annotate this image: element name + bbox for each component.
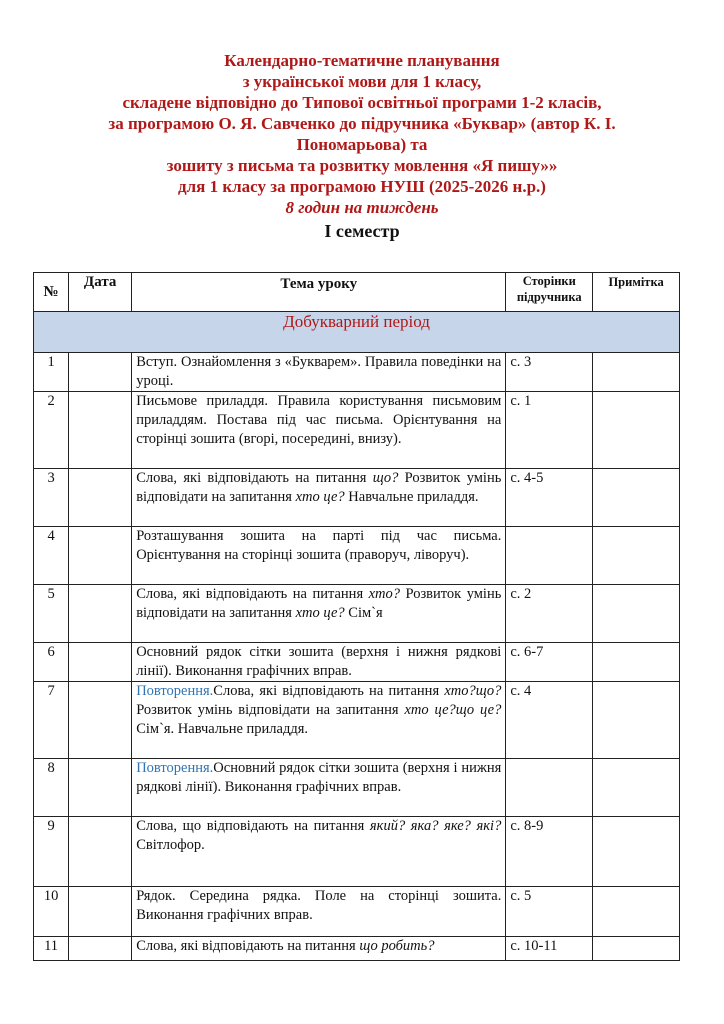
topic-question-italic: хто це? <box>295 489 345 505</box>
table-header-row <box>34 273 680 312</box>
topic-text: Основний рядок сітки зошита (верхня і нижня рядкові лінії). Виконання графічних вправ. <box>136 644 502 679</box>
cell-note <box>593 643 680 682</box>
cell-pages: с. 4 <box>506 682 593 759</box>
column-header-topic: Тема уроку <box>132 273 506 312</box>
lesson-plan-table <box>33 272 680 961</box>
topic-text: Слова, які відповідають на питання <box>136 470 373 486</box>
cell-number: 2 <box>34 392 69 469</box>
topic-text: Розвиток умінь відповідати на запитання <box>136 586 502 621</box>
cell-pages: с. 5 <box>506 887 593 937</box>
title-line: Календарно-тематичне планування <box>224 51 500 70</box>
topic-text: Основний рядок сітки зошита (верхня і нижня рядкові лінії). Виконання графічних вправ. <box>136 760 502 795</box>
table-row <box>34 682 680 759</box>
cell-date <box>69 392 132 469</box>
cell-number: 6 <box>34 643 69 682</box>
cell-date <box>69 759 132 817</box>
topic-question-italic: хто це?що це? <box>404 702 502 718</box>
cell-topic <box>132 585 506 643</box>
topic-text: Розвиток умінь відповідати на запитання <box>136 470 502 505</box>
column-header-pages-line2: підручника <box>516 290 582 304</box>
topic-text: Вступ. Ознайомлення з «Букварем». Правила поведінки на уроці. <box>136 354 502 389</box>
cell-date <box>69 585 132 643</box>
topic-question-italic: який? яка? яке? які? <box>369 818 502 834</box>
title-line: за програмою О. Я. Савченко до підручника «Буквар» (автор К. І. <box>108 114 616 133</box>
topic-repeat-label: Повторення. <box>136 760 214 776</box>
cell-topic <box>132 392 506 469</box>
table-row <box>34 392 680 469</box>
period-title: Добукварний період <box>34 312 680 353</box>
cell-topic <box>132 759 506 817</box>
topic-text: Слова, які відповідають на питання <box>136 938 360 954</box>
cell-number: 4 <box>34 527 69 585</box>
title-line: Пономарьова) та <box>296 135 428 154</box>
cell-date <box>69 937 132 961</box>
cell-number: 11 <box>34 937 69 961</box>
cell-pages: с. 2 <box>506 585 593 643</box>
cell-topic <box>132 817 506 887</box>
cell-date <box>69 353 132 392</box>
cell-note <box>593 759 680 817</box>
cell-note <box>593 392 680 469</box>
topic-text: Письмове приладдя. Правила користування письмовим приладдям. Постава під час письма. Орієнтування на сторінці зошита (вгорі, посередині, внизу). <box>136 393 502 447</box>
period-row <box>34 312 680 353</box>
cell-note <box>593 887 680 937</box>
title-block <box>30 50 694 197</box>
column-header-number: № <box>34 273 69 312</box>
cell-number: 8 <box>34 759 69 817</box>
cell-pages <box>506 759 593 817</box>
cell-topic <box>132 887 506 937</box>
semester-heading: І семестр <box>324 221 400 241</box>
cell-pages: с. 10-11 <box>506 937 593 961</box>
topic-text: Рядок. Середина рядка. Поле на сторінці зошита. Виконання графічних вправ. <box>136 888 502 923</box>
cell-note <box>593 585 680 643</box>
cell-pages <box>506 527 593 585</box>
title-line: для 1 класу за програмою НУШ (2025-2026 н.р.) <box>178 177 546 196</box>
cell-date <box>69 527 132 585</box>
document-header <box>30 50 694 243</box>
column-header-pages-line1: Сторінки <box>522 274 576 288</box>
cell-pages: с. 4-5 <box>506 469 593 527</box>
column-header-date: Дата <box>69 273 132 312</box>
cell-note <box>593 353 680 392</box>
cell-number: 10 <box>34 887 69 937</box>
title-line: зошиту з письма та розвитку мовлення «Я пишу»» <box>166 156 558 175</box>
topic-question-italic: хто? <box>368 586 401 602</box>
topic-question-italic: що? <box>372 470 399 486</box>
cell-note <box>593 469 680 527</box>
cell-number: 9 <box>34 817 69 887</box>
table-row <box>34 353 680 392</box>
cell-pages: с. 1 <box>506 392 593 469</box>
cell-date <box>69 469 132 527</box>
table-row <box>34 585 680 643</box>
cell-topic <box>132 353 506 392</box>
column-header-pages <box>506 273 593 312</box>
topic-question-italic: хто це? <box>295 605 345 621</box>
cell-pages: с. 6-7 <box>506 643 593 682</box>
cell-note <box>593 527 680 585</box>
cell-date <box>69 682 132 759</box>
topic-text: Сім`я. Навчальне приладдя. <box>136 721 309 737</box>
table-row <box>34 759 680 817</box>
title-line: з української мови для 1 класу, <box>242 72 482 91</box>
topic-text: Навчальне приладдя. <box>344 489 479 505</box>
table-row <box>34 469 680 527</box>
topic-question-italic: хто?що? <box>444 683 502 699</box>
title-line: складене відповідно до Типової освітньої програми 1-2 класів, <box>122 93 602 112</box>
cell-number: 7 <box>34 682 69 759</box>
cell-number: 3 <box>34 469 69 527</box>
cell-number: 1 <box>34 353 69 392</box>
cell-date <box>69 887 132 937</box>
hours-per-week: 8 годин на тиждень <box>285 198 439 217</box>
cell-date <box>69 643 132 682</box>
topic-text: Розвиток умінь відповідати на запитання <box>136 702 405 718</box>
cell-topic <box>132 937 506 961</box>
cell-topic <box>132 527 506 585</box>
table-row <box>34 817 680 887</box>
topic-question-italic: що робить? <box>359 938 435 954</box>
table-row <box>34 887 680 937</box>
topic-text: Слова, які відповідають на питання <box>213 683 445 699</box>
table-row <box>34 937 680 961</box>
cell-date <box>69 817 132 887</box>
topic-repeat-label: Повторення. <box>136 683 214 699</box>
table-body <box>34 312 680 961</box>
table-row <box>34 527 680 585</box>
cell-note <box>593 817 680 887</box>
cell-note <box>593 682 680 759</box>
table-row <box>34 643 680 682</box>
column-header-note: Примітка <box>593 273 680 312</box>
cell-topic <box>132 682 506 759</box>
topic-text: Розташування зошита на парті під час письма. Орієнтування на сторінці зошита (праворуч, ліворуч). <box>136 528 502 563</box>
cell-topic <box>132 469 506 527</box>
topic-text: Світлофор. <box>136 837 205 853</box>
topic-text: Слова, що відповідають на питання <box>136 818 370 834</box>
topic-text: Слова, які відповідають на питання <box>136 586 369 602</box>
cell-pages: с. 8-9 <box>506 817 593 887</box>
cell-topic <box>132 643 506 682</box>
topic-text: Сім`я <box>344 605 383 621</box>
cell-pages: с. 3 <box>506 353 593 392</box>
cell-note <box>593 937 680 961</box>
cell-number: 5 <box>34 585 69 643</box>
